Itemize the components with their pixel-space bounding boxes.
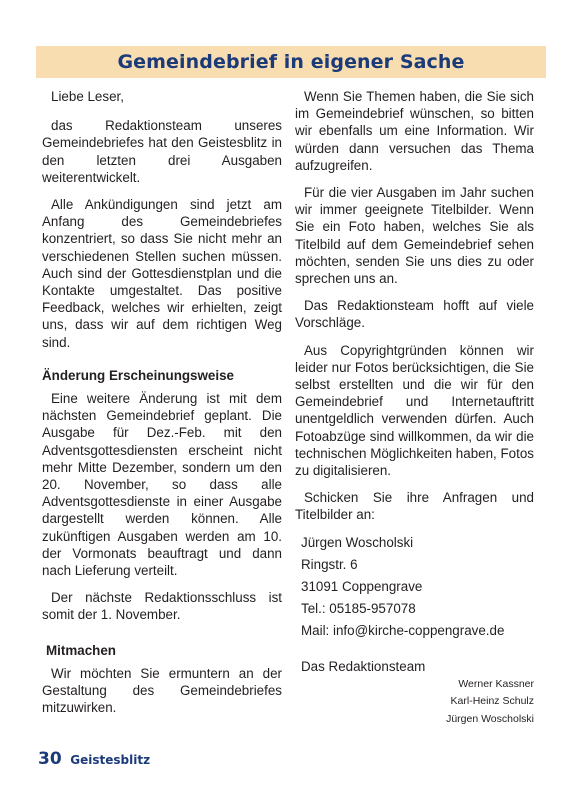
heading-schedule-change: Änderung Erscheinungsweise bbox=[42, 367, 234, 383]
paragraph-send-to: Schicken Sie ihre Anfragen und Titelbilder an: bbox=[295, 490, 534, 523]
heading-participate: Mitmachen bbox=[46, 642, 116, 658]
team-label: Das Redaktionsteam bbox=[301, 658, 426, 674]
page-title: Gemeindebrief in eigener Sache bbox=[117, 51, 465, 73]
paragraph-suggestions: Das Redaktionsteam hofft auf viele Vorschläge. bbox=[295, 298, 534, 331]
paragraph-participate: Wir möchten Sie ermuntern an der Gestaltung des Gemeindebriefes mitzuwirken. bbox=[42, 665, 282, 716]
paragraph-cover-images: Für die vier Ausgaben im Jahr suchen wir immer geeignete Titelbilder. Wenn Sie ein Foto haben, welches Sie als Titelbild auf dem Gemeindebrief sehen möchten, senden Sie uns dies zu oder sprechen uns an. bbox=[295, 185, 534, 287]
paragraph-schedule-change: Eine weitere Änderung ist mit dem nächsten Gemeindebrief geplant. Die Ausgabe für Dez.-Feb. mit den Adventsgottesdiensten erscheint nicht mehr Mitte Dezember, sondern um den 20. November, so dass alle Adventsgottesdienste in einer Ausgabe dargestellt werden können. Alle zukünftigen Ausgaben werden am 10. der Vormonats beauftragt und dann nach Lieferung verteilt. bbox=[42, 391, 282, 579]
team-member: Werner Kassner bbox=[458, 677, 534, 690]
contact-name: Jürgen Woscholski bbox=[301, 534, 414, 550]
contact-address bbox=[301, 534, 534, 640]
paragraph-announcements: Alle Ankündigungen sind jetzt am Anfang des Gemeindebriefes konzentriert, so dass Sie nicht mehr an verschiedenen Stellen suchen müssen. Auch sind der Gottesdienstplan und die Kontakte umgestaltet. Das positive Feedback, welches wir erhielten, zeigt uns, dass wir auf dem richtigen Weg sind. bbox=[42, 197, 282, 350]
team-members bbox=[301, 678, 534, 727]
paragraph-copyright: Aus Copyrightgründen können wir leider nur Fotos berücksichtigen, die Sie selbst erstellten und die wir für den Gemeindebrief und Internetauftritt unentgeldlich verwenden dürfen. Auch Fotoabzüge sind willkommen, da wir die technischen Möglichkeiten haben, Fotos zu digitalisieren. bbox=[295, 342, 534, 479]
publication-name: Geistesblitz bbox=[70, 753, 151, 767]
contact-phone: Tel.: 05185-957078 bbox=[301, 601, 416, 617]
page-number: 30 bbox=[38, 749, 62, 769]
paragraph-topics: Wenn Sie Themen haben, die Sie sich im Gemeindebrief wünschen, so bitten wir ebenfalls um eine Information. Wir würden dann versuchen das Thema aufzugreifen. bbox=[295, 89, 534, 173]
team-member: Jürgen Woscholski bbox=[446, 712, 534, 725]
title-band bbox=[36, 46, 546, 78]
left-column bbox=[42, 88, 282, 727]
paragraph-intro: das Redaktionsteam unseres Gemeindebriefes hat den Geistesblitz in den letzten drei Ausgaben weiterentwickelt. bbox=[42, 118, 282, 185]
right-column bbox=[295, 88, 534, 730]
paragraph-deadline: Der nächste Redaktionsschluss ist somit der 1. November. bbox=[42, 590, 282, 623]
team-member: Karl-Heinz Schulz bbox=[450, 695, 534, 708]
page-footer bbox=[38, 749, 150, 769]
team-signature bbox=[301, 658, 534, 727]
contact-city: 31091 Coppengrave bbox=[301, 579, 423, 595]
contact-mail: Mail: info@kirche-coppengrave.de bbox=[301, 623, 505, 639]
greeting: Liebe Leser, bbox=[51, 89, 124, 104]
contact-street: Ringstr. 6 bbox=[301, 556, 358, 572]
